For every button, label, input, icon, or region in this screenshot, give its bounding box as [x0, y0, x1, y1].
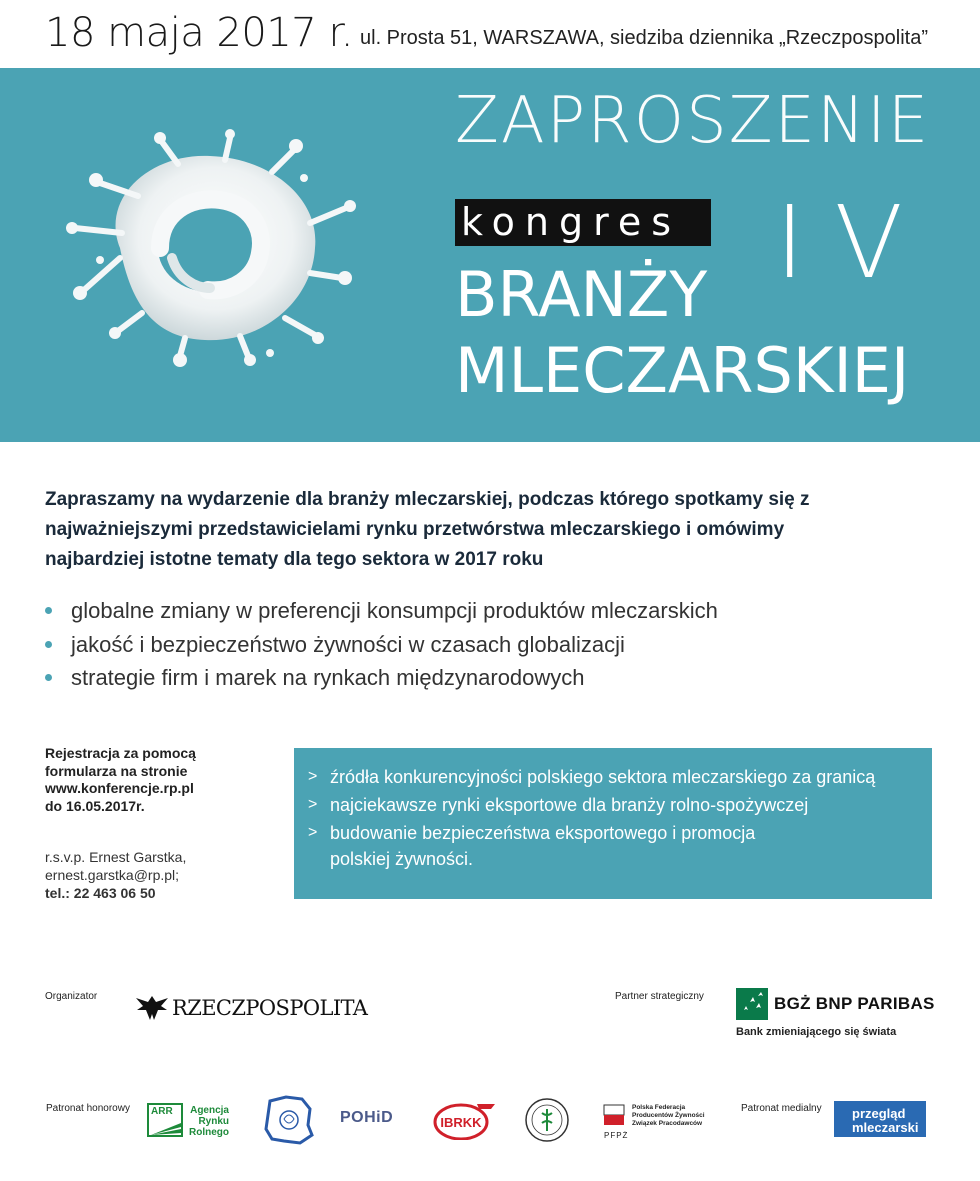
congress-name-line2: MLECZARSKIEJ: [455, 334, 910, 407]
congress-name-line1: BRANŻY: [455, 258, 708, 331]
media-patron-label: Patronat medialny: [741, 1103, 822, 1114]
list-item: [308, 792, 932, 818]
list-item: [45, 594, 718, 628]
veterinary-inspection-logo: [524, 1097, 570, 1143]
pfpz-name-line: Związek Pracodawców: [632, 1120, 703, 1127]
header-bar: [0, 0, 980, 68]
topic-text: jakość i bezpieczeństwo żywności w czasach globalizacji: [71, 631, 625, 657]
arr-mark: [147, 1103, 183, 1137]
patronage-row: [0, 1095, 980, 1155]
registration-link[interactable]: www.konferencje.rp.pl: [45, 780, 194, 796]
intro-paragraph: Zapraszamy na wydarzenie dla branży mleczarskiej, podczas którego spotkamy się z najważniejszymi przedstawicielami rynku przetwórstwa mleczarskiego i omówimy najbardziej istotne tematy dla tego sektora w 2017 roku: [45, 489, 810, 570]
event-date: 18 maja 2017 r.: [45, 10, 353, 56]
bgz-bnp-paribas-logo: [736, 988, 936, 1038]
eagle-icon: [134, 992, 170, 1022]
topic-text: globalne zmiany w preferencji konsumpcji produktów mleczarskich: [71, 598, 718, 623]
organizer-label: Organizator: [45, 991, 98, 1002]
export-topic-text: źródła konkurencyjności polskiego sektora mleczarskiego za granicą: [330, 767, 876, 787]
honor-patron-label: Patronat honorowy: [46, 1103, 130, 1114]
bullet-icon: [45, 607, 52, 614]
pfpz-name: [632, 1104, 705, 1128]
list-item: [308, 820, 932, 872]
rsvp-info: [45, 848, 265, 902]
event-address: ul. Prosta 51, WARSZAWA, siedziba dziennika „Rzeczpospolita”: [360, 27, 928, 49]
partner-label: Partner strategiczny: [615, 991, 704, 1002]
list-item: [308, 764, 932, 790]
milk-splash-icon: [60, 128, 360, 368]
field-icon: [151, 1119, 181, 1135]
bullet-icon: [45, 674, 52, 681]
przeglad-line: mleczarski: [852, 1120, 919, 1135]
kongres-label: kongres: [455, 199, 711, 246]
poland-map-logo: [262, 1095, 314, 1145]
arr-name-line: Rynku: [198, 1116, 229, 1127]
pfpz-name-line: Producentów Żywności: [632, 1112, 705, 1119]
arr-name-line: Rolnego: [189, 1127, 229, 1138]
bank-stars-icon: [736, 988, 768, 1020]
przeglad-mleczarski-logo: [834, 1101, 926, 1137]
rsvp-phone: tel.: 22 463 06 50: [45, 885, 156, 901]
export-topic-text: budowanie bezpieczeństwa eksportowego i promocja: [330, 823, 756, 843]
arr-name-line: Agencja: [190, 1105, 229, 1116]
export-topic-text: najciekawsze rynki eksportowe dla branży rolno-spożywczej: [330, 795, 809, 815]
list-item: [45, 628, 718, 662]
arr-abbr: ARR: [151, 1106, 173, 1117]
registration-info: [45, 745, 265, 815]
export-topics-box: [294, 748, 932, 899]
hero-banner: [0, 68, 980, 442]
chevron-right-icon: >: [308, 824, 318, 841]
topic-text: strategie firm i marek na rynkach międzynarodowych: [71, 665, 585, 690]
arr-logo: [147, 1103, 237, 1139]
edition-number: IV: [775, 184, 933, 301]
rsvp-contact: r.s.v.p. Ernest Garstka,: [45, 849, 187, 865]
registration-deadline: do 16.05.2017r.: [45, 797, 145, 814]
bullet-icon: [45, 641, 52, 648]
registration-line: formularza na stronie: [45, 762, 188, 779]
pfpz-abbr: PFPŻ: [604, 1131, 629, 1140]
invitation-title: ZAPROSZENIE: [455, 84, 931, 158]
ibrkk-text: IBRKK: [440, 1115, 482, 1130]
pfpz-name-line: Polska Federacja: [632, 1104, 686, 1111]
registration-line: Rejestracja za pomocą: [45, 745, 196, 761]
przeglad-line: przegląd: [852, 1106, 906, 1121]
pfpz-logo: [602, 1101, 712, 1141]
partner-name: BGŻ BNP PARIBAS: [774, 994, 935, 1013]
list-item: [45, 661, 718, 695]
rsvp-email[interactable]: ernest.garstka@rp.pl;: [45, 867, 180, 883]
chevron-right-icon: >: [308, 796, 318, 813]
export-topic-text: polskiej żywności.: [330, 849, 474, 869]
pohid-logo: POHiD: [340, 1109, 394, 1126]
chevron-right-icon: >: [308, 768, 318, 785]
flag-icon: [602, 1103, 626, 1129]
topics-list: [45, 594, 718, 695]
arr-name: [189, 1105, 229, 1138]
ibrkk-logo: [433, 1100, 495, 1140]
organizer-name: RZECZPOSPOLITA: [172, 996, 368, 1020]
rzeczpospolita-logo: [134, 990, 368, 1024]
partner-tagline: Bank zmieniającego się świata: [736, 1026, 897, 1038]
